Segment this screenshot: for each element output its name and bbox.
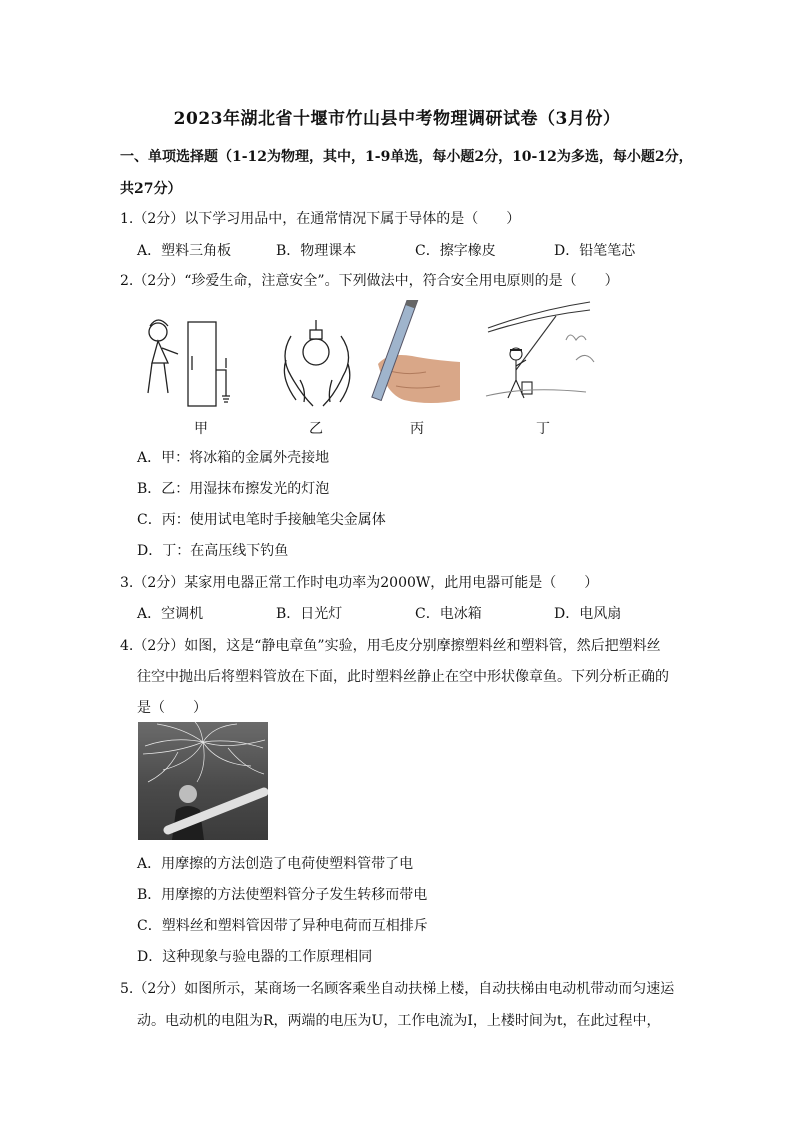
- safety-illustrations: [136, 300, 596, 412]
- caption-ding: 丁: [536, 421, 550, 437]
- fishing-illustration: [486, 302, 594, 398]
- question-4-option-a: A．用摩擦的方法创造了电荷使塑料管带了电: [137, 856, 414, 872]
- section-heading-line1: 一、单项选择题（1-12为物理，其中，1-9单选，每小题2分，10-12为多选，每小题2分，: [120, 149, 693, 165]
- test-pen-illustration: [372, 300, 460, 403]
- option-b: B．日光灯: [276, 606, 343, 622]
- question-2-option-d: D．丁：在高压线下钓鱼: [137, 543, 289, 559]
- caption-jia: 甲: [194, 421, 208, 437]
- question-2-option-c: C．丙：使用试电笔时手接触笔尖金属体: [137, 512, 386, 528]
- question-3-text: 3.（2分）某家用电器正常工作时电功率为2000W，此用电器可能是（ ）: [120, 575, 599, 591]
- option-d: D．电风扇: [554, 606, 622, 622]
- option-a: A．塑料三角板: [137, 243, 232, 259]
- page-title: 2023年湖北省十堰市竹山县中考物理调研试卷（3月份）: [173, 109, 621, 129]
- option-d: D．铅笔笔芯: [554, 243, 636, 259]
- question-5-line1: 5.（2分）如图所示，某商场一名顾客乘坐自动扶梯上楼，自动扶梯由电动机带动而匀速运: [120, 981, 675, 997]
- question-2-option-a: A．甲：将冰箱的金属外壳接地: [137, 450, 330, 466]
- question-1-text: 1.（2分）以下学习用品中，在通常情况下属于导体的是（ ）: [120, 211, 521, 227]
- question-4-line1: 4.（2分）如图，这是“静电章鱼”实验，用毛皮分别摩擦塑料丝和塑料管，然后把塑料丝: [120, 638, 661, 654]
- bulb-illustration: [284, 320, 349, 406]
- section-heading-line2: 共27分）: [120, 181, 182, 197]
- option-b: B．物理课本: [276, 243, 357, 259]
- question-4-option-b: B．用摩擦的方法使塑料管分子发生转移而带电: [137, 887, 428, 903]
- question-5-line2: 动。电动机的电阻为R，两端的电压为U，工作电流为I，上楼时间为t，在此过程中，: [137, 1013, 661, 1029]
- option-a: A．空调机: [137, 606, 204, 622]
- question-2-option-b: B．乙：用湿抹布擦发光的灯泡: [137, 481, 330, 497]
- octopus-photo-drawing: [138, 722, 268, 840]
- question-2-text: 2.（2分）“珍爱生命，注意安全”。下列做法中，符合安全用电原则的是（ ）: [120, 273, 619, 289]
- question-1-options: [137, 240, 693, 260]
- question-3-options: [137, 603, 693, 623]
- question-4-line3: 是（ ）: [137, 700, 207, 716]
- question-4-option-c: C．塑料丝和塑料管因带了异种电荷而互相排斥: [137, 918, 428, 934]
- fridge-illustration: [148, 320, 230, 406]
- question-4-line2: 往空中抛出后将塑料管放在下面，此时塑料丝静止在空中形状像章鱼。下列分析正确的: [137, 669, 669, 685]
- caption-bing: 丙: [410, 421, 424, 437]
- caption-yi: 乙: [309, 421, 323, 437]
- option-c: C．擦字橡皮: [415, 243, 496, 259]
- static-octopus-photo: [138, 722, 268, 840]
- option-c: C．电冰箱: [415, 606, 482, 622]
- question-4-option-d: D．这种现象与验电器的工作原理相同: [137, 949, 373, 965]
